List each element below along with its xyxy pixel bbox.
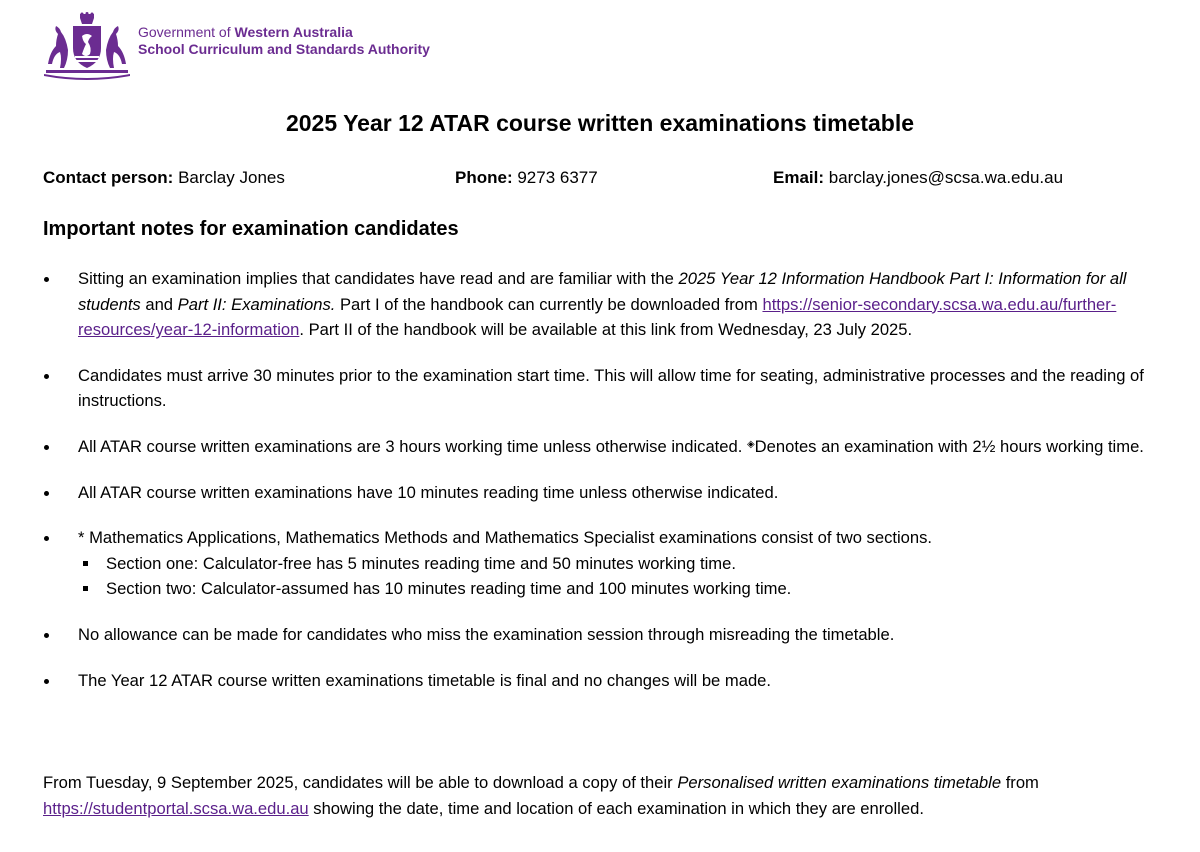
- note-reading-time: [43, 480, 1173, 506]
- contact-person-label: Contact person:: [43, 168, 174, 187]
- note-handbook: [43, 266, 1173, 343]
- footer-text: from: [1001, 773, 1039, 792]
- phone-label: Phone:: [455, 168, 513, 187]
- note-text: Denotes an examination with 2½ hours working time.: [754, 436, 1144, 456]
- wa-coat-of-arms-logo: [42, 12, 132, 80]
- header: [42, 12, 430, 82]
- email-label: Email:: [773, 168, 825, 187]
- government-line: [138, 24, 430, 41]
- contact-person-value: Barclay Jones: [178, 168, 285, 187]
- student-portal-link[interactable]: https://studentportal.scsa.wa.edu.au: [43, 798, 309, 818]
- handbook-title: 2025 Year 12 Information Handbook Part I: Information for all students: [78, 269, 1127, 314]
- note-text: Sitting an examination implies that candidates have read and are familiar with the: [78, 269, 679, 288]
- organisation-name: [138, 24, 430, 58]
- state-name: Western Australia: [234, 24, 353, 40]
- note-text: Part I of the handbook can currently be downloaded from: [335, 294, 763, 314]
- authority-name: School Curriculum and Standards Authority: [138, 41, 430, 57]
- note-arrival: [43, 363, 1173, 414]
- footer-text: From Tuesday, 9 September 2025, candidates will be able to download a copy of their: [43, 773, 678, 792]
- contact-email: [773, 168, 1063, 188]
- personalised-timetable-title: Personalised written examinations timetable: [677, 773, 1002, 792]
- note-mathematics: [43, 525, 1173, 602]
- contact-phone: [455, 168, 598, 188]
- government-prefix: Government of: [138, 24, 235, 40]
- note-working-time: [43, 434, 1173, 460]
- note-text: . Part II of the handbook will be available at this link from Wednesday, 23 July 2025.: [299, 320, 913, 340]
- diamond-symbol-icon: ◈: [746, 438, 755, 450]
- footer-paragraph: [43, 770, 1183, 821]
- footer-text: showing the date, time and location of each examination in which they are enrolled.: [308, 798, 924, 818]
- note-text: The Year 12 ATAR course written examinations timetable is final and no changes will be made.: [78, 670, 772, 690]
- sub-item-section-one: Section one: Calculator-free has 5 minutes reading time and 50 minutes working time.: [78, 551, 1173, 577]
- note-final: [43, 668, 1173, 694]
- note-text: * Mathematics Applications, Mathematics Methods and Mathematics Specialist examinations consist of two sections.: [78, 528, 933, 548]
- notes-heading: Important notes for examination candidates: [43, 218, 459, 240]
- note-allowance: [43, 622, 1173, 648]
- note-text: No allowance can be made for candidates who miss the examination session through misreading the timetable.: [78, 624, 895, 644]
- page-title: 2025 Year 12 ATAR course written examinations timetable: [285, 110, 915, 136]
- email-value: barclay.jones@scsa.wa.edu.au: [828, 168, 1064, 187]
- note-text: All ATAR course written examinations have 10 minutes reading time unless otherwise indicated.: [78, 482, 779, 502]
- note-text: All ATAR course written examinations are 3 hours working time unless otherwise indicated.: [78, 436, 747, 456]
- phone-value: 9273 6377: [517, 168, 598, 187]
- note-text: and: [140, 294, 178, 314]
- handbook-part-title: Part II: Examinations.: [177, 294, 336, 314]
- contact-person: [43, 168, 285, 188]
- handbook-link[interactable]: https://senior-secondary.scsa.wa.edu.au/further-resources/year-12-information: [78, 294, 1117, 340]
- sub-item-section-two: Section two: Calculator-assumed has 10 minutes reading time and 100 minutes working time.: [78, 576, 1173, 602]
- notes-list: [43, 266, 1173, 713]
- note-text: Candidates must arrive 30 minutes prior to the examination start time. This will allow time for seating, administrative processes and the reading of instructions.: [78, 365, 1144, 411]
